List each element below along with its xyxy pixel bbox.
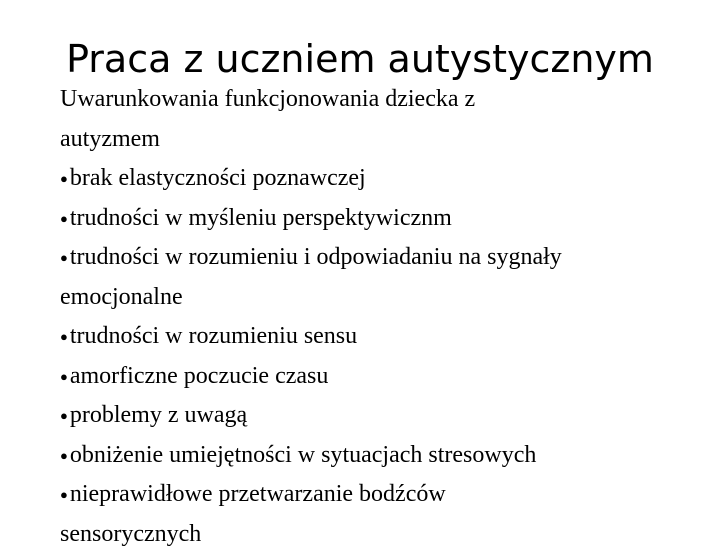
bullet-item — [60, 238, 700, 278]
bullet-icon: ● — [60, 171, 68, 186]
slide-content — [60, 80, 700, 554]
bullet-text: amorficzne poczucie czasu — [70, 363, 329, 389]
slide-title: Praca z uczniem autystycznym — [0, 40, 720, 78]
intro-line: Uwarunkowania funkcjonowania dziecka z — [60, 80, 700, 120]
bullet-icon: ● — [60, 211, 68, 226]
bullet-icon: ● — [60, 448, 68, 463]
bullet-text: trudności w myśleniu perspektywicznm — [70, 205, 452, 231]
bullet-continuation: sensorycznych — [60, 515, 700, 554]
bullet-icon: ● — [60, 369, 68, 384]
bullet-icon: ● — [60, 250, 68, 265]
bullet-icon: ● — [60, 487, 68, 502]
bullet-item — [60, 357, 700, 397]
bullet-item — [60, 199, 700, 239]
bullet-item — [60, 159, 700, 199]
bullet-text: problemy z uwagą — [70, 402, 247, 428]
bullet-text: trudności w rozumieniu sensu — [70, 323, 357, 349]
bullet-text: nieprawidłowe przetwarzanie bodźców — [70, 481, 446, 507]
bullet-icon: ● — [60, 329, 68, 344]
bullet-icon: ● — [60, 408, 68, 423]
bullet-continuation: emocjonalne — [60, 278, 700, 318]
bullet-text: brak elastyczności poznawczej — [70, 165, 366, 191]
bullet-text: trudności w rozumieniu i odpowiadaniu na sygnały — [70, 244, 562, 270]
bullet-item — [60, 436, 700, 476]
bullet-item — [60, 317, 700, 357]
bullet-item — [60, 396, 700, 436]
bullet-item — [60, 475, 700, 515]
intro-line: autyzmem — [60, 120, 700, 160]
bullet-text: obniżenie umiejętności w sytuacjach stresowych — [70, 442, 537, 468]
